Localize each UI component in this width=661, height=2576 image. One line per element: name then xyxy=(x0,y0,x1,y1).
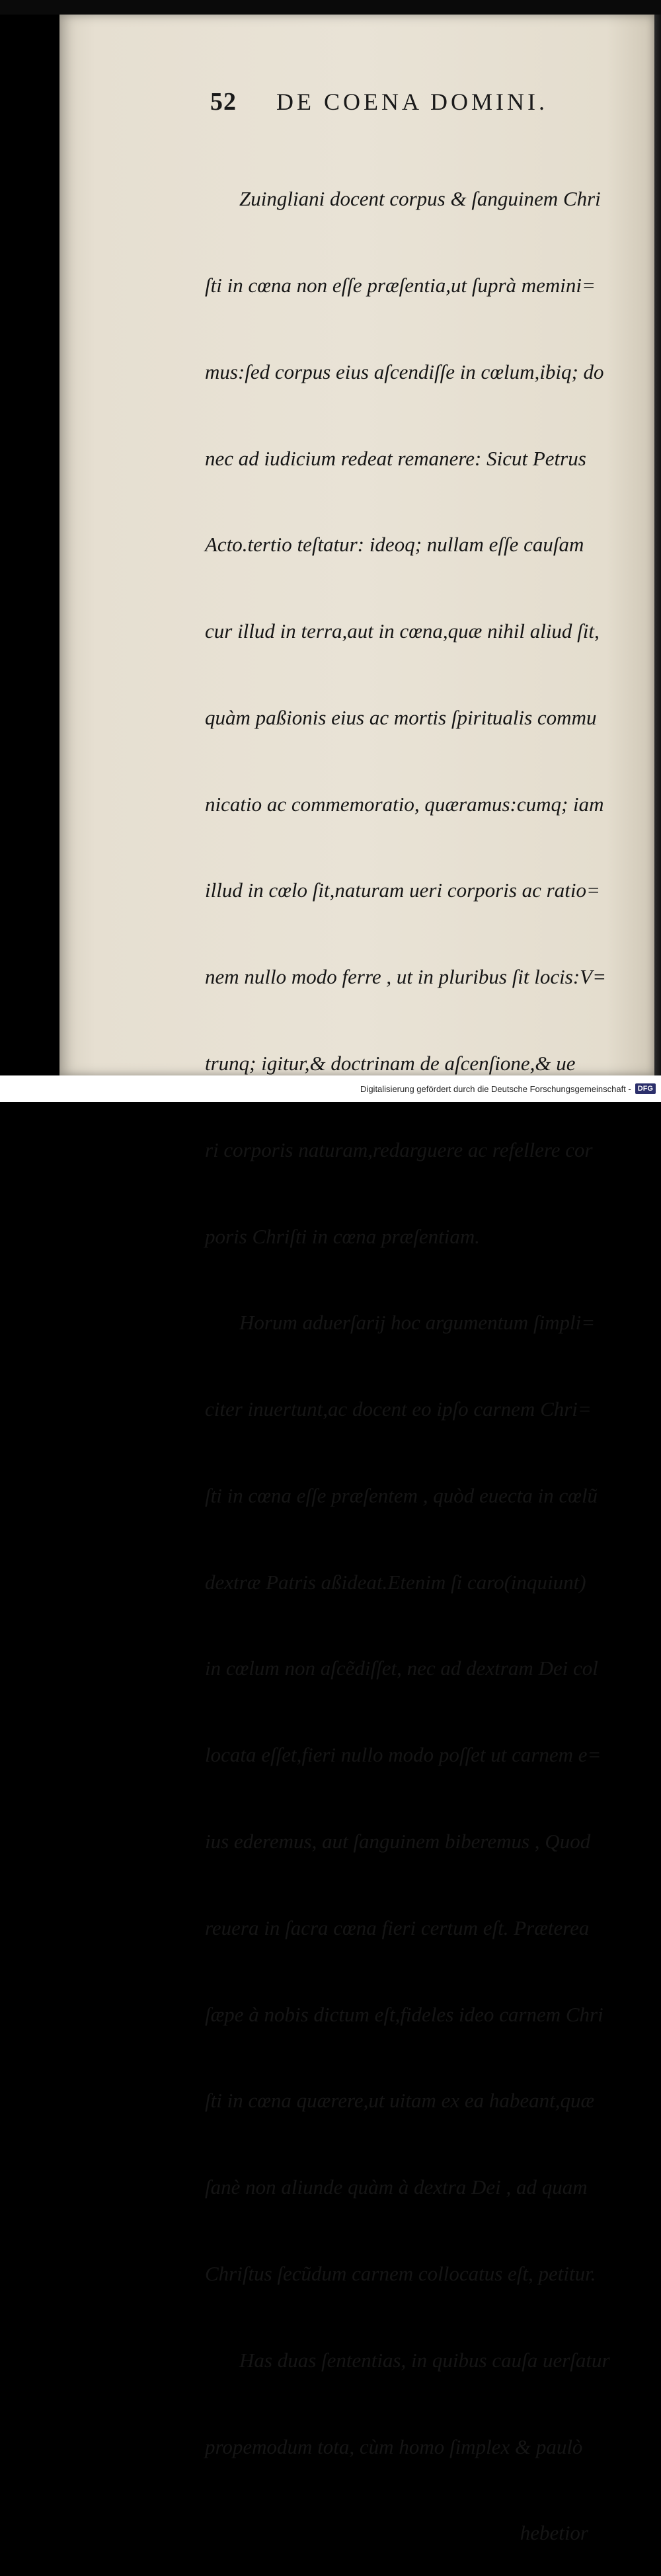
text-line: ſti in cœna non eſſe præſentia,ut ſuprà memini= xyxy=(205,273,596,297)
scan-frame-top xyxy=(0,0,661,15)
text-line: ſti in cœna eſſe præſentem , quòd euecta in cœlũ xyxy=(205,1483,598,1507)
text-line: locata eſſet,fieri nullo modo poſſet ut carnem e= xyxy=(205,1743,602,1767)
text-line: Chriſtus ſecũdum carnem collocatus eſt, petitur. xyxy=(205,2261,596,2285)
body-text xyxy=(205,127,628,2576)
text-line: illud in cœlo ſit,naturam ueri corporis ac ratio= xyxy=(205,878,600,902)
text-line: ſanè non aliunde quàm à dextra Dei , ad quam xyxy=(205,2175,588,2199)
text-line: Acto.tertio teſtatur: ideoq; nullam eſſe cauſam xyxy=(205,533,584,557)
text-line: reuera in ſacra cœna fieri certum eſt. Præterea xyxy=(205,1916,590,1939)
text-line: nicatio ac commemoratio, quæramus:cumq; iam xyxy=(205,792,604,816)
catchword: hebetior xyxy=(520,2521,588,2545)
text-line: in cœlum non aſcẽdiſſet, nec ad dextram Dei col xyxy=(205,1657,598,1680)
text-line: ſti in cœna quærere,ut uitam ex ea habeant,quæ xyxy=(205,2089,595,2113)
dfg-logo-icon: DFG xyxy=(635,1083,656,1094)
running-head xyxy=(210,87,607,120)
footer-credit: Digitalisierung gefördert durch die Deutsche Forschungsgemeinschaft - xyxy=(360,1083,631,1094)
text-line: cur illud in terra,aut in cœna,quæ nihil aliud ſit, xyxy=(205,619,600,643)
text-line: propemodum tota, cùm homo ſimplex & paulò xyxy=(205,2435,583,2458)
text-line: poris Chriſti in cœna præſentiam. xyxy=(205,1224,480,1248)
text-line: ri corporis naturam,redarguere ac refellere cor xyxy=(205,1138,593,1161)
text-line: nem nullo modo ferre , ut in pluribus ſit locis:V= xyxy=(205,965,607,989)
text-line: citer inuertunt,ac docent eo ipſo carnem Chri= xyxy=(205,1397,592,1421)
page-edge-shadow xyxy=(654,15,661,1075)
text-line: quàm paßionis eius ac mortis ſpiritualis commu xyxy=(205,705,597,729)
page-number: 52 xyxy=(210,88,237,116)
text-line: Zuingliani docent corpus & ſanguinem Chri xyxy=(239,187,601,211)
text-line: ſæpe à nobis dictum eſt,fideles ideo carnem Chri xyxy=(205,2002,603,2026)
text-line: mus:ſed corpus eius aſcendiſſe in cœlum,ibiq; do xyxy=(205,360,604,383)
text-line: Horum aduerſarij hoc argumentum ſimpli= xyxy=(239,1311,596,1335)
text-line: dextræ Patris aßideat.Etenim ſi caro(inquiunt) xyxy=(205,1570,586,1594)
running-title: DE COENA DOMINI. xyxy=(276,89,548,115)
text-line: trunq; igitur,& doctrinam de aſcenſione,& ue xyxy=(205,1052,576,1075)
text-line: ius ederemus, aut ſanguinem biberemus , Quod xyxy=(205,1830,591,1854)
text-line: Has duas ſententias, in quibus cauſa uerſatur xyxy=(239,2348,610,2372)
digitization-footer xyxy=(0,1075,661,1102)
text-line: nec ad iudicium redeat remanere: Sicut Petrus xyxy=(205,446,586,470)
